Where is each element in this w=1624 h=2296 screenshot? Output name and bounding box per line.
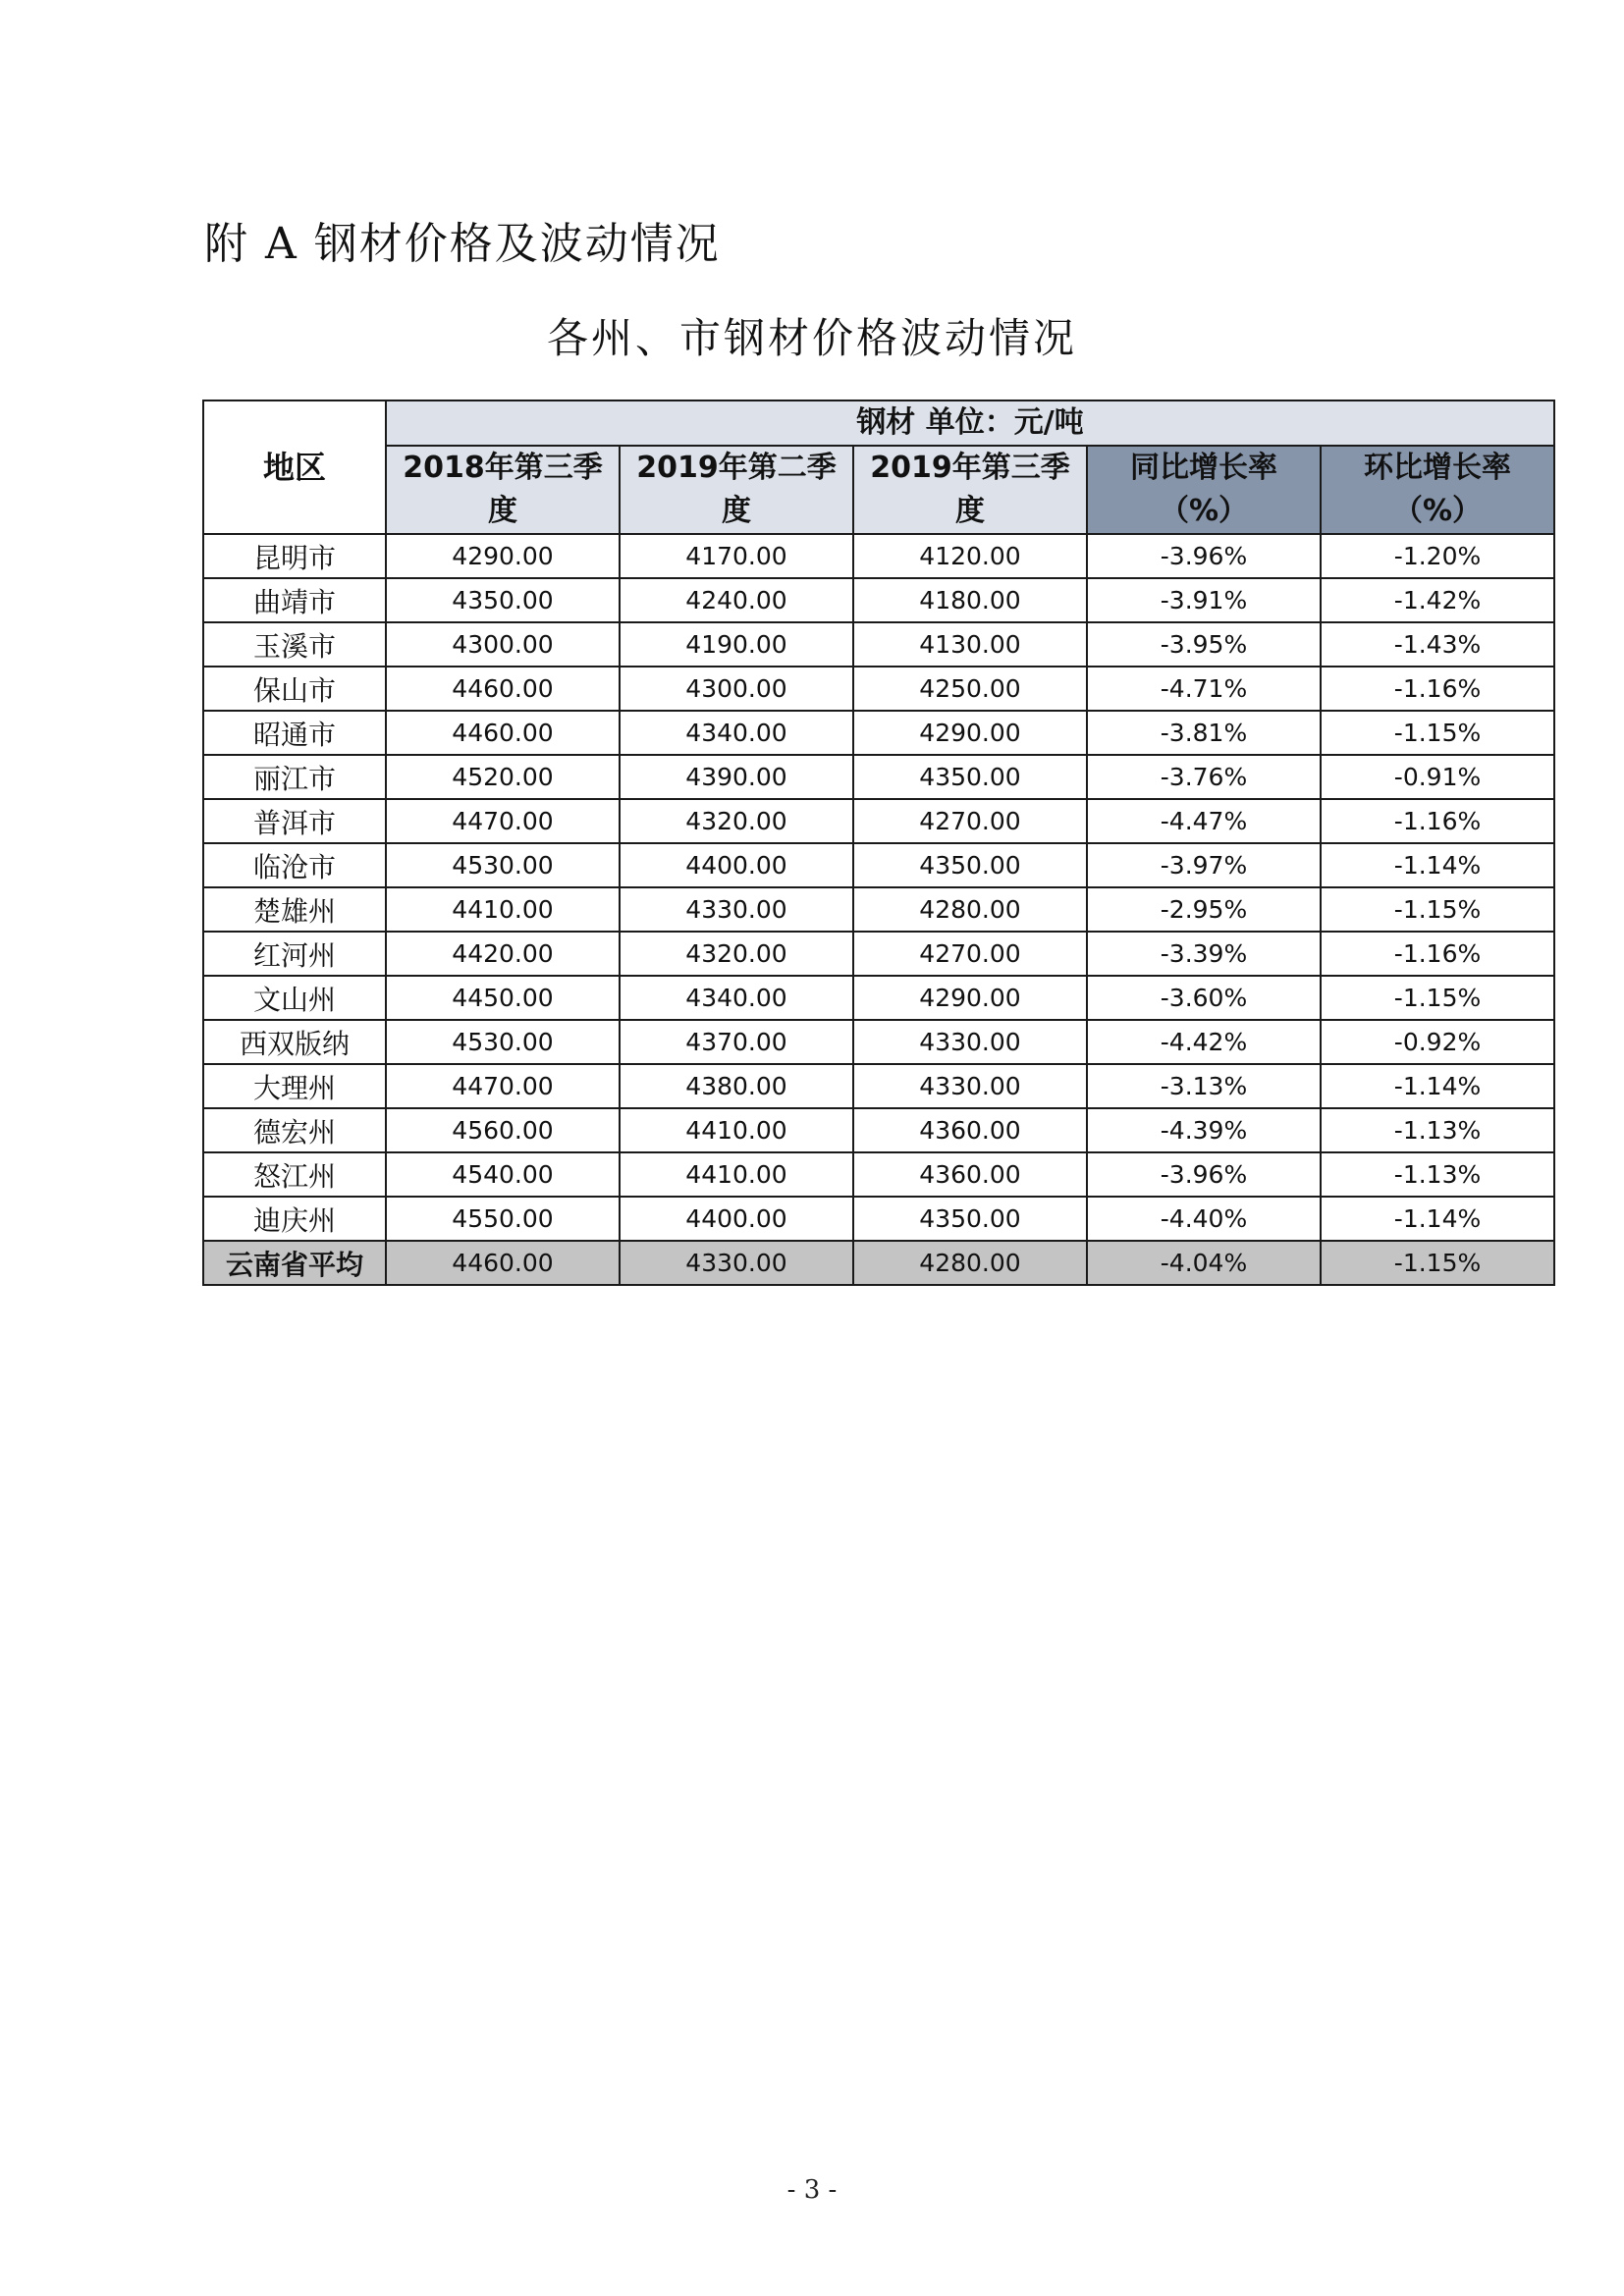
qoq-rate-cell: -1.16% (1321, 932, 1554, 976)
table-row (203, 534, 1554, 578)
qoq-rate-cell: -1.15% (1321, 711, 1554, 755)
table-row (203, 622, 1554, 667)
column-header-qoq: 环比增长率 （%） (1321, 446, 1554, 534)
yoy-rate-cell: -3.96% (1087, 534, 1321, 578)
price-2018q3-cell: 4540.00 (386, 1152, 620, 1197)
region-column-header: 地区 (203, 400, 386, 534)
region-cell: 曲靖市 (203, 578, 386, 622)
price-2019q3-cell: 4250.00 (853, 667, 1087, 711)
region-cell: 昆明市 (203, 534, 386, 578)
price-2018q3-cell: 4460.00 (386, 667, 620, 711)
price-2019q2-cell: 4330.00 (620, 1241, 853, 1285)
price-2019q3-cell: 4280.00 (853, 1241, 1087, 1285)
price-2019q3-cell: 4130.00 (853, 622, 1087, 667)
price-2019q3-cell: 4270.00 (853, 799, 1087, 843)
qoq-rate-cell: -1.14% (1321, 1064, 1554, 1108)
price-2019q3-cell: 4290.00 (853, 711, 1087, 755)
yoy-rate-cell: -4.47% (1087, 799, 1321, 843)
price-2019q2-cell: 4320.00 (620, 932, 853, 976)
price-2019q3-cell: 4120.00 (853, 534, 1087, 578)
yoy-rate-cell: -2.95% (1087, 887, 1321, 932)
price-2019q2-cell: 4340.00 (620, 976, 853, 1020)
qoq-rate-cell: -1.13% (1321, 1108, 1554, 1152)
table-row (203, 667, 1554, 711)
qoq-rate-cell: -1.43% (1321, 622, 1554, 667)
qoq-rate-cell: -1.14% (1321, 843, 1554, 887)
table-title: 各州、市钢材价格波动情况 (546, 314, 1077, 362)
region-cell: 玉溪市 (203, 622, 386, 667)
region-cell: 临沧市 (203, 843, 386, 887)
price-2018q3-cell: 4470.00 (386, 1064, 620, 1108)
region-cell: 普洱市 (203, 799, 386, 843)
price-2018q3-cell: 4530.00 (386, 843, 620, 887)
yoy-rate-cell: -4.42% (1087, 1020, 1321, 1064)
region-cell: 大理州 (203, 1064, 386, 1108)
yoy-rate-cell: -4.39% (1087, 1108, 1321, 1152)
price-2019q3-cell: 4330.00 (853, 1064, 1087, 1108)
qoq-rate-cell: -1.15% (1321, 1241, 1554, 1285)
price-2018q3-cell: 4460.00 (386, 711, 620, 755)
price-2018q3-cell: 4420.00 (386, 932, 620, 976)
region-cell: 文山州 (203, 976, 386, 1020)
price-2019q3-cell: 4360.00 (853, 1152, 1087, 1197)
yoy-rate-cell: -3.76% (1087, 755, 1321, 799)
price-2018q3-cell: 4560.00 (386, 1108, 620, 1152)
table-row (203, 1152, 1554, 1197)
qoq-rate-cell: -1.20% (1321, 534, 1554, 578)
price-2019q3-cell: 4350.00 (853, 755, 1087, 799)
yoy-rate-cell: -3.91% (1087, 578, 1321, 622)
price-2019q3-cell: 4330.00 (853, 1020, 1087, 1064)
unit-header: 钢材 单位：元/吨 (386, 400, 1554, 446)
qoq-rate-cell: -1.16% (1321, 667, 1554, 711)
price-2019q2-cell: 4400.00 (620, 843, 853, 887)
appendix-heading: 附 A 钢材价格及波动情况 (204, 219, 721, 269)
price-2018q3-cell: 4450.00 (386, 976, 620, 1020)
price-2019q3-cell: 4360.00 (853, 1108, 1087, 1152)
price-2019q2-cell: 4190.00 (620, 622, 853, 667)
price-2019q2-cell: 4370.00 (620, 1020, 853, 1064)
column-header-2018q3: 2018年第三季 度 (386, 446, 620, 534)
table-row (203, 1197, 1554, 1241)
yoy-rate-cell: -3.13% (1087, 1064, 1321, 1108)
price-2019q2-cell: 4410.00 (620, 1108, 853, 1152)
yoy-rate-cell: -3.60% (1087, 976, 1321, 1020)
qoq-rate-cell: -1.42% (1321, 578, 1554, 622)
table-row (203, 711, 1554, 755)
yoy-rate-cell: -3.39% (1087, 932, 1321, 976)
region-cell: 保山市 (203, 667, 386, 711)
region-cell: 怒江州 (203, 1152, 386, 1197)
price-2019q3-cell: 4350.00 (853, 1197, 1087, 1241)
price-2019q2-cell: 4410.00 (620, 1152, 853, 1197)
table-row (203, 976, 1554, 1020)
yoy-rate-cell: -3.81% (1087, 711, 1321, 755)
price-2019q3-cell: 4280.00 (853, 887, 1087, 932)
qoq-rate-cell: -1.15% (1321, 976, 1554, 1020)
price-2019q3-cell: 4180.00 (853, 578, 1087, 622)
price-2019q3-cell: 4290.00 (853, 976, 1087, 1020)
price-2018q3-cell: 4550.00 (386, 1197, 620, 1241)
qoq-rate-cell: -1.16% (1321, 799, 1554, 843)
region-cell: 丽江市 (203, 755, 386, 799)
region-cell: 云南省平均 (203, 1241, 386, 1285)
table-row (203, 755, 1554, 799)
table-row (203, 1020, 1554, 1064)
yoy-rate-cell: -4.40% (1087, 1197, 1321, 1241)
region-cell: 昭通市 (203, 711, 386, 755)
region-cell: 红河州 (203, 932, 386, 976)
column-header-2019q2: 2019年第二季 度 (620, 446, 853, 534)
price-2018q3-cell: 4520.00 (386, 755, 620, 799)
table-body (203, 534, 1554, 1285)
price-2018q3-cell: 4290.00 (386, 534, 620, 578)
qoq-rate-cell: -1.15% (1321, 887, 1554, 932)
table-row (203, 843, 1554, 887)
price-2018q3-cell: 4410.00 (386, 887, 620, 932)
price-2019q2-cell: 4300.00 (620, 667, 853, 711)
table-row (203, 1108, 1554, 1152)
price-2018q3-cell: 4460.00 (386, 1241, 620, 1285)
yoy-rate-cell: -3.96% (1087, 1152, 1321, 1197)
region-cell: 迪庆州 (203, 1197, 386, 1241)
region-cell: 德宏州 (203, 1108, 386, 1152)
qoq-rate-cell: -1.14% (1321, 1197, 1554, 1241)
column-header-2019q3: 2019年第三季 度 (853, 446, 1087, 534)
yoy-rate-cell: -4.04% (1087, 1241, 1321, 1285)
price-2019q3-cell: 4270.00 (853, 932, 1087, 976)
price-2019q2-cell: 4320.00 (620, 799, 853, 843)
qoq-rate-cell: -1.13% (1321, 1152, 1554, 1197)
table-row (203, 799, 1554, 843)
price-2019q2-cell: 4340.00 (620, 711, 853, 755)
price-2018q3-cell: 4470.00 (386, 799, 620, 843)
table-row (203, 1064, 1554, 1108)
steel-price-table (202, 400, 1555, 1286)
price-2019q2-cell: 4240.00 (620, 578, 853, 622)
table-row (203, 578, 1554, 622)
price-2018q3-cell: 4300.00 (386, 622, 620, 667)
page-number: - 3 - (786, 2175, 838, 2205)
column-header-yoy: 同比增长率 （%） (1087, 446, 1321, 534)
price-2019q2-cell: 4400.00 (620, 1197, 853, 1241)
table-row (203, 932, 1554, 976)
price-2019q2-cell: 4170.00 (620, 534, 853, 578)
price-2019q2-cell: 4380.00 (620, 1064, 853, 1108)
table-row (203, 887, 1554, 932)
region-cell: 西双版纳 (203, 1020, 386, 1064)
region-cell: 楚雄州 (203, 887, 386, 932)
price-2019q2-cell: 4390.00 (620, 755, 853, 799)
price-2018q3-cell: 4350.00 (386, 578, 620, 622)
qoq-rate-cell: -0.91% (1321, 755, 1554, 799)
price-2018q3-cell: 4530.00 (386, 1020, 620, 1064)
average-row (203, 1241, 1554, 1285)
yoy-rate-cell: -4.71% (1087, 667, 1321, 711)
price-2019q2-cell: 4330.00 (620, 887, 853, 932)
yoy-rate-cell: -3.95% (1087, 622, 1321, 667)
price-2019q3-cell: 4350.00 (853, 843, 1087, 887)
qoq-rate-cell: -0.92% (1321, 1020, 1554, 1064)
yoy-rate-cell: -3.97% (1087, 843, 1321, 887)
